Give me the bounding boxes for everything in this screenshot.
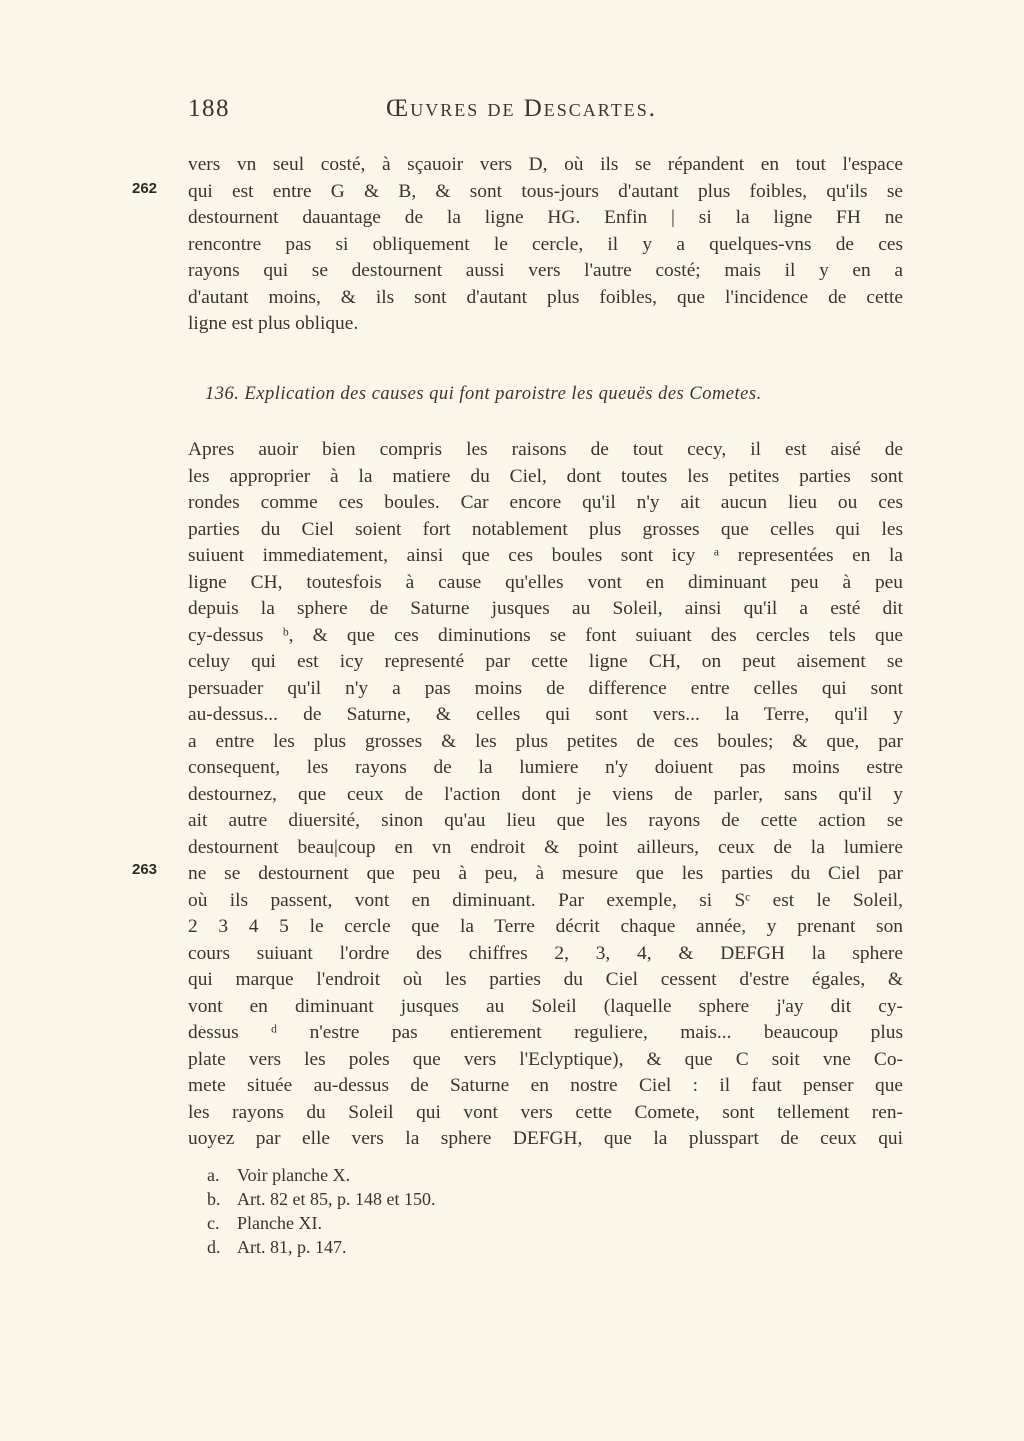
text-line: a entre les plus grosses & les plus petites de ces boules; & que, par <box>188 730 903 752</box>
footnote <box>207 1163 707 1187</box>
text-line: uoyez par elle vers la sphere DEFGH, que la plusspart de ceux qui <box>188 1128 903 1149</box>
footnote-marker: b. <box>207 1189 221 1209</box>
text-line: destournent beau|coup en vn endroit & point ailleurs, ceux de la lumiere <box>188 836 903 858</box>
text-line: persuader qu'il n'y a pas moins de difference entre celles qui sont <box>188 677 903 699</box>
text-line: au-dessus... de Saturne, & celles qui sont vers... la Terre, qu'il y <box>188 704 903 725</box>
text-line: vers vn seul costé, à sçauoir vers D, où ils se répandent en tout l'espace <box>188 154 903 175</box>
paragraph-main <box>188 437 903 1153</box>
text-line: cours suiuant l'ordre des chiffres 2, 3, 4, & DEFGH la sphere <box>188 942 903 964</box>
text-line: ligne CH, toutesfois à cause qu'elles vont en diminuant peu à peu <box>188 571 903 593</box>
text-line: 2 3 4 5 le cercle que la Terre décrit chaque année, y prenant son <box>188 916 903 937</box>
footnote-text: Planche XI. <box>237 1213 322 1233</box>
text-line: ne se destournent que peu à peu, à mesure que les parties du Ciel par <box>188 863 903 884</box>
footnote <box>207 1235 707 1259</box>
footnote-marker: c. <box>207 1213 220 1233</box>
text-line: d'autant moins, & ils sont d'autant plus foibles, que l'incidence de cette <box>188 286 903 308</box>
paragraph-continuation <box>188 152 903 338</box>
footnote <box>207 1187 707 1211</box>
text-line: vont en diminuant jusques au Soleil (laquelle sphere j'ay dit cy- <box>188 995 903 1017</box>
page-header <box>188 95 903 139</box>
text-line: qui marque l'endroit où les parties du Ciel cessent d'estre égales, & <box>188 969 903 990</box>
text-line: qui est entre G & B, & sont tous-jours d'autant plus foibles, qu'ils se <box>188 180 903 202</box>
text-line: parties du Ciel soient fort notablement plus grosses que celles qui les <box>188 518 903 540</box>
text-line: où ils passent, vont en diminuant. Par exemple, si Sᶜ est le Soleil, <box>188 889 903 911</box>
text-line: depuis la sphere de Saturne jusques au Soleil, ainsi qu'il a esté dit <box>188 598 903 619</box>
text-line: les rayons du Soleil qui vont vers cette Comete, sont tellement ren- <box>188 1101 903 1123</box>
text-line: rayons qui se destournent aussi vers l'autre costé; mais il y en a <box>188 260 903 281</box>
footnote <box>207 1211 707 1235</box>
text-line: Apres auoir bien compris les raisons de tout cecy, il est aisé de <box>188 439 903 460</box>
footnote-text: Voir planche X. <box>237 1165 351 1185</box>
text-line: destournent dauantage de la ligne HG. Enfin | si la ligne FH ne <box>188 207 903 228</box>
footnote-marker: d. <box>207 1237 221 1257</box>
page-number: 188 <box>188 95 230 122</box>
text-line: rondes comme ces boules. Car encore qu'il n'y ait aucun lieu ou ces <box>188 492 903 513</box>
margin-reference-262: 262 <box>132 180 158 197</box>
text-line: destournez, que ceux de l'action dont je viens de parler, sans qu'il y <box>188 783 903 805</box>
text-line: rencontre pas si obliquement le cercle, il y a quelques-vns de ces <box>188 233 903 255</box>
text-line: plate vers les poles que vers l'Eclyptique), & que C soit vne Co- <box>188 1048 903 1070</box>
running-title: Œuvres de Descartes. <box>386 95 657 122</box>
footnote-text: Art. 82 et 85, p. 148 et 150. <box>237 1189 436 1209</box>
text-line: les approprier à la matiere du Ciel, dont toutes les petites parties sont <box>188 465 903 487</box>
footnotes <box>207 1163 707 1259</box>
text-line: mete située au-dessus de Saturne en nostre Ciel : il faut penser que <box>188 1075 903 1096</box>
margin-reference-263: 263 <box>132 861 158 878</box>
section-heading: 136. Explication des causes qui font paroistre les queuës des Cometes. <box>205 384 762 404</box>
text-line: ait autre diuersité, sinon qu'au lieu que les rayons de cette action se <box>188 810 903 831</box>
footnote-marker: a. <box>207 1165 220 1185</box>
text-line: celuy qui est icy representé par cette ligne CH, on peut aisement se <box>188 651 903 672</box>
text-line: cy-dessus ᵇ, & que ces diminutions se font suiuant des cercles tels que <box>188 624 903 646</box>
text-line: dessus ᵈ n'estre pas entierement reguliere, mais... beaucoup plus <box>188 1022 903 1043</box>
text-line: suiuent immediatement, ainsi que ces boules sont icy ᵃ representées en la <box>188 545 903 566</box>
footnote-text: Art. 81, p. 147. <box>237 1237 347 1257</box>
text-line: consequent, les rayons de la lumiere n'y doiuent pas moins estre <box>188 757 903 778</box>
text-line: ligne est plus oblique. <box>188 313 359 334</box>
